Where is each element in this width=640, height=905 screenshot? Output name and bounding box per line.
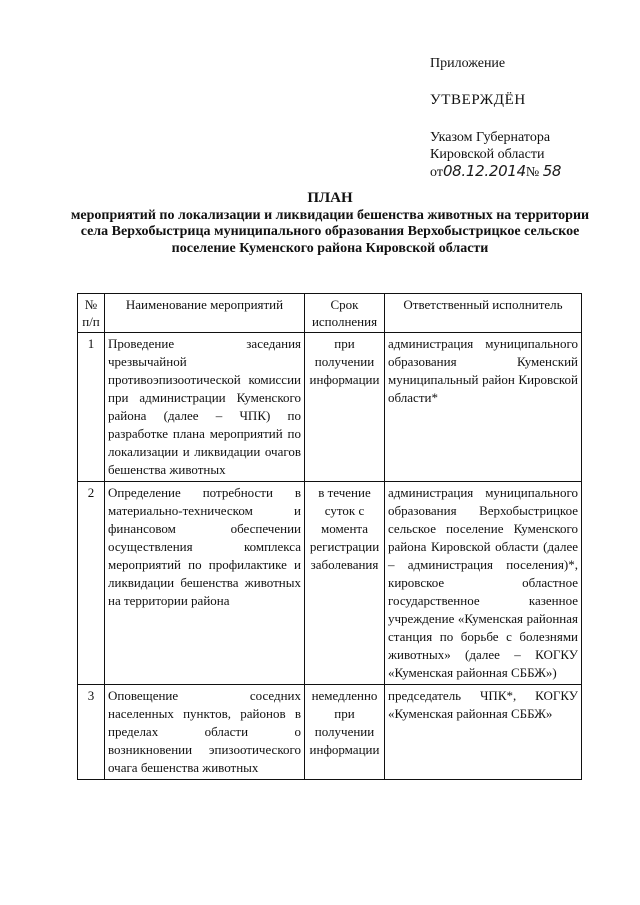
table-row xyxy=(78,333,582,482)
row-num: 2 xyxy=(78,482,105,685)
row-term: при получении информации xyxy=(305,333,385,482)
table-row xyxy=(78,482,582,685)
row-name: Определение потребности в материально-техническом и финансовом обеспечении осуществления комплекса мероприятий по профилактике и ликвидации бешенства животных на территории района xyxy=(105,482,305,685)
row-term: немедленно при получении информации xyxy=(305,685,385,780)
document-heading xyxy=(60,190,600,257)
appendix-label: Приложение xyxy=(430,56,506,71)
row-name: Проведение заседания чрезвычайной противоэпизоотической комиссии при администрации Куменского района (далее – ЧПК) по разработке плана мероприятий по локализации и ликвидации очагов бешенства животных xyxy=(105,333,305,482)
row-responsible: администрация муниципального образования Куменский муниципальный район Кировской области* xyxy=(385,333,582,482)
header-num: № п/п xyxy=(78,294,105,333)
measures-table xyxy=(77,293,582,780)
handwritten-number: 58 xyxy=(542,162,562,180)
date-prefix: от xyxy=(430,165,443,180)
row-name: Оповещение соседних населенных пунктов, районов в пределах области о возникновении эпизоотического очага бешенства животных xyxy=(105,685,305,780)
row-term: в течение суток с момента регистрации заболевания xyxy=(305,482,385,685)
handwritten-date: 08.12.2014 xyxy=(442,162,526,180)
decree-date-line xyxy=(430,163,620,181)
row-responsible: администрация муниципального образования Верхобыстрицкое сельское поселение Куменского района Кировской области (далее – администрация поселения)*, кировское областное государственное казенное учреждение «Куменская районная станция по борьбе с болезнями животных» (далее – КОГКУ «Куменская районная СББЖ») xyxy=(385,482,582,685)
header-responsible: Ответственный исполнитель xyxy=(385,294,582,333)
plan-subtitle: мероприятий по локализации и ликвидации бешенства животных на территории села Верхобыстрица муниципального образования Верхобыстрицкое сельское поселение Куменского района Кировской области xyxy=(70,207,590,256)
row-num: 3 xyxy=(78,685,105,780)
table-row xyxy=(78,685,582,780)
approved-label: УТВЕРЖДЁН xyxy=(430,92,526,108)
header-name: Наименование мероприятий xyxy=(105,294,305,333)
plan-title: ПЛАН xyxy=(307,190,353,206)
row-responsible: председатель ЧПК*, КОГКУ «Куменская районная СББЖ» xyxy=(385,685,582,780)
decree-line-1: Указом Губернатора xyxy=(430,130,551,145)
row-num: 1 xyxy=(78,333,105,482)
header-term: Срок исполнения xyxy=(305,294,385,333)
number-prefix: № xyxy=(525,165,540,180)
table-header-row xyxy=(78,294,582,333)
approval-block xyxy=(430,55,620,181)
decree-line-2: Кировской области xyxy=(430,147,545,162)
